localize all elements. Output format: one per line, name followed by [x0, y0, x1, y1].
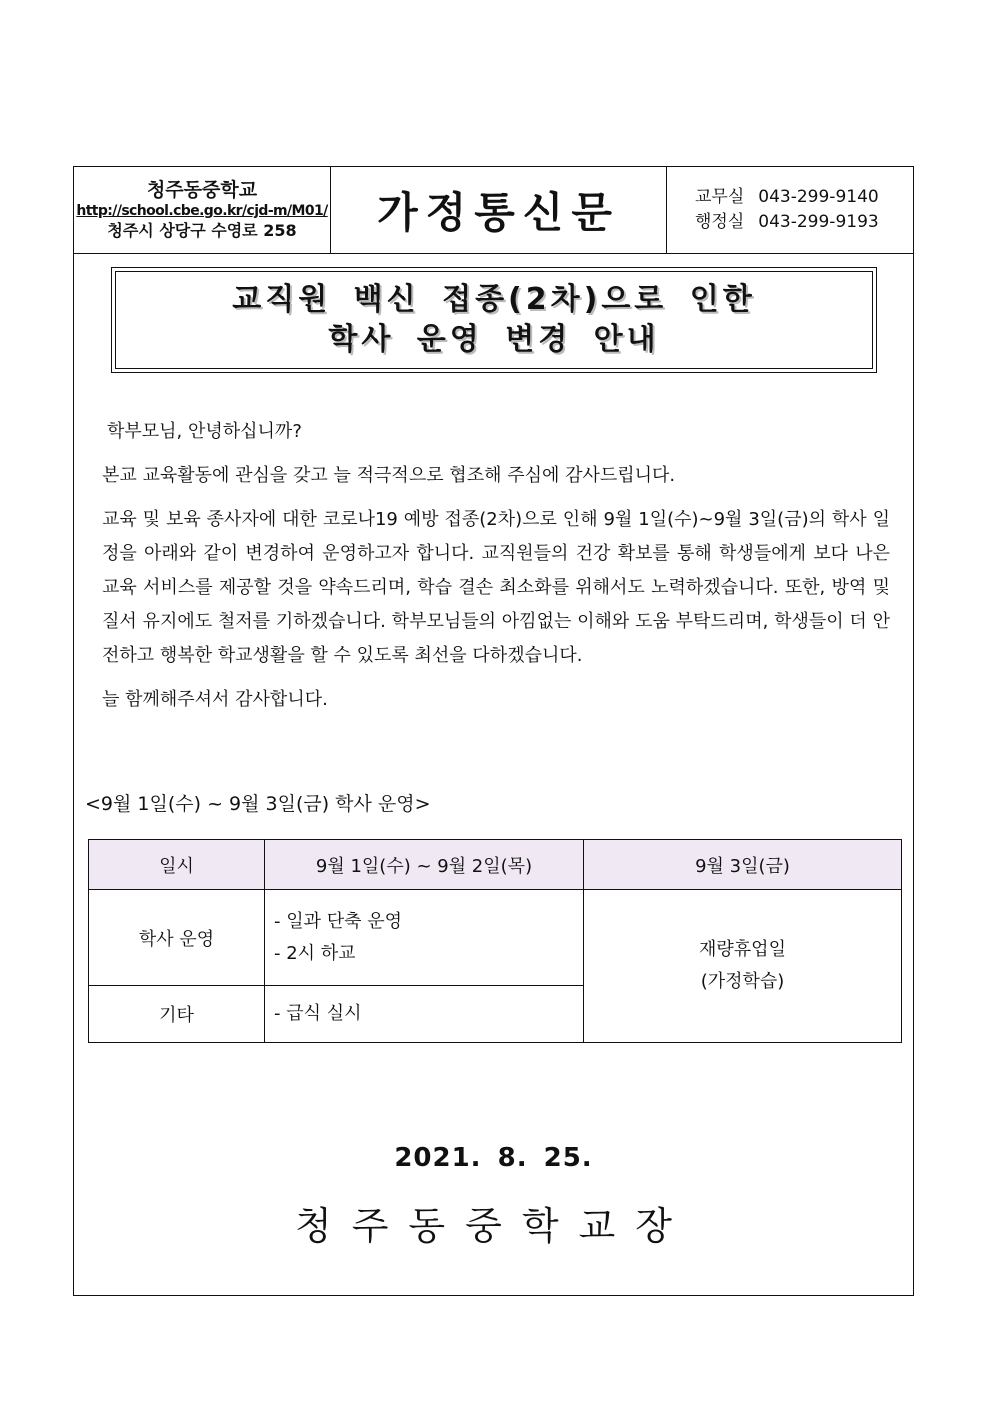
notice-title-line1: 교직원 백신 접종(2차)으로 인한 [232, 281, 756, 317]
row-items [265, 986, 584, 1043]
school-name: 청주동중학교 [146, 179, 258, 202]
newsletter-header [74, 167, 913, 254]
schedule-table [88, 839, 902, 1043]
row-label: 학사 운영 [89, 890, 265, 986]
row-items [265, 890, 584, 986]
school-address: 청주시 상당구 수영로 258 [107, 220, 297, 240]
list-item: - 일과 단축 운영 [274, 910, 402, 932]
notice-title [115, 271, 873, 369]
phone-info [667, 167, 913, 253]
doc-title: 가정통신문 [377, 188, 620, 237]
greeting: 학부모님, 안녕하십니까? [107, 421, 302, 442]
phone-label: 교무실 [695, 187, 745, 208]
list-item: - 급식 실시 [274, 1003, 362, 1024]
doc-title-cell [331, 167, 667, 253]
phone-row [695, 210, 913, 235]
phone-label: 행정실 [695, 212, 745, 232]
merged-cell [584, 890, 902, 1043]
merged-line: (가정학습) [700, 971, 785, 992]
body-paragraph: 본교 교육활동에 관심을 갖고 늘 적극적으로 협조해 주심에 감사드립니다. [102, 465, 676, 486]
schedule-title: <9월 1일(수) ~ 9월 3일(금) 학사 운영> [85, 793, 431, 815]
merged-line: 재량휴업일 [699, 939, 786, 960]
phone-number: 043-299-9193 [758, 212, 879, 232]
signer: 청주동중학교장 [295, 1204, 692, 1248]
phone-row [695, 185, 913, 210]
column-header: 9월 3일(금) [584, 840, 902, 890]
notice-title-line2: 학사 운영 변경 안내 [328, 322, 660, 357]
body-paragraph: 교육 및 보육 종사자에 대한 코로나19 예방 접종(2차)으로 인해 9월 1일(수)~9월 3일(금)의 학사 일정을 아래와 같이 변경하여 운영하고자 합니다. 교직원들의 건강 확보를 통해 학생들에게 보다 나은 교육 서비스를 제공할 것을 약속드리며, 학습 결손 최소화를 위해서도 노력하겠습니다. 또한, 방역 및 질서 유지에도 철저를 기하겠습니다. 학부모님들의 아낌없는 이해와 도움 부탁드리며, 학생들이 더 안전하고 행복한 학교생활을 할 수 있도록 최선을 다하겠습니다. [102, 509, 890, 666]
list-item: - 2시 하교 [274, 942, 356, 964]
closing: 늘 함께해주셔서 감사합니다. [102, 689, 328, 710]
column-header: 9월 1일(수) ~ 9월 2일(목) [265, 840, 584, 890]
phone-number: 043-299-9140 [758, 187, 879, 208]
school-url-link[interactable]: http://school.cbe.go.kr/cjd-m/M01/ [76, 203, 328, 220]
school-info [74, 167, 331, 253]
notice-title-box [111, 267, 877, 373]
letter-body [102, 415, 890, 727]
issue-date: 2021. 8. 25. [394, 1143, 593, 1173]
table-header-row [89, 840, 902, 890]
newsletter-frame [73, 166, 914, 1296]
table-row [89, 890, 902, 986]
column-header: 일시 [89, 840, 265, 890]
row-label: 기타 [89, 986, 265, 1043]
